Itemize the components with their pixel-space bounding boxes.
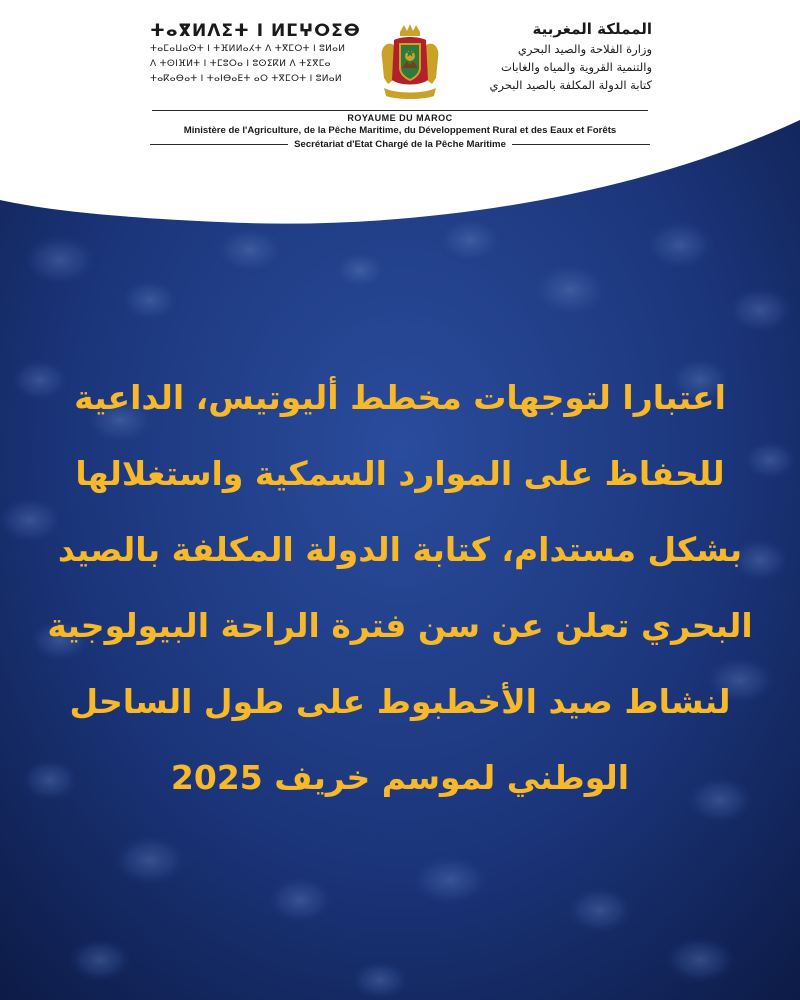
announcement-line-5: لنشاط صيد الأخطبوط على طول الساحل [69, 682, 731, 721]
arabic-line-3: كتابة الدولة المكلفة بالصيد البحري [489, 78, 652, 92]
moroccan-coat-of-arms-icon [376, 22, 444, 102]
french-ministry: Ministère de l'Agriculture, de la Pêche Maritime, du Développement Rural et des Eaux et Forêts [183, 125, 617, 136]
arabic-title: المملكة المغربية [532, 20, 652, 38]
announcement-line-4: البحري تعلن عن سن فترة الراحة البيولوجية [47, 606, 753, 645]
divider [152, 110, 648, 111]
tifinagh-line-3: ⵜⴰⴽⴰⴱⴰⵜ ⵏ ⵜⴰⵏⴱⴰⴹⵜ ⴰⵔ ⵜⴳⵎⵔⵜ ⵏ ⵓⵍⴰⵍ [150, 74, 342, 84]
tifinagh-line-2: ⴷ ⵜⵙⵏⴼⵍⵜ ⵏ ⵜⵎⵓⵔⴰ ⵏ ⵓⵙⵉⴽⵍ ⴷ ⵜⵉⴳⵎⴰ [150, 59, 331, 69]
announcement-line-1: اعتبارا لتوجهات مخطط أليوتيس، الداعية [74, 378, 726, 417]
tifinagh-line-1: ⵜⴰⵎⴰⵡⴰⵙⵜ ⵏ ⵜⴼⵍⵍⴰⵃⵜ ⴷ ⵜⴳⵎⵔⵜ ⵏ ⵓⵍⴰⵍ [150, 44, 346, 54]
announcement-line-6: الوطني لموسم خريف 2025 [170, 758, 630, 797]
french-kingdom: ROYAUME DU MAROC [347, 113, 453, 123]
divider [150, 144, 288, 145]
french-secretariat-row [150, 138, 650, 151]
french-heading [150, 110, 650, 151]
tifinagh-title: ⵜⴰⴳⵍⴷⵉⵜ ⵏ ⵍⵎⵖⵔⵉⴱ [150, 21, 361, 41]
tifinagh-heading [150, 20, 361, 87]
announcement-line-2: للحفاظ على الموارد السمكية واستغلالها [75, 454, 725, 493]
arabic-heading [452, 18, 652, 94]
announcement-line-3: بشكل مستدام، كتابة الدولة المكلفة بالصيد [57, 530, 743, 569]
arabic-line-2: والتنمية القروية والمياه والغابات [501, 60, 652, 74]
divider [512, 144, 650, 145]
announcement-text [40, 360, 760, 816]
french-secretariat: Secrétariat d'Etat Chargé de la Pêche Maritime [294, 139, 506, 150]
arabic-line-1: وزارة الفلاحة والصيد البحري [517, 42, 652, 56]
header [0, 0, 800, 160]
